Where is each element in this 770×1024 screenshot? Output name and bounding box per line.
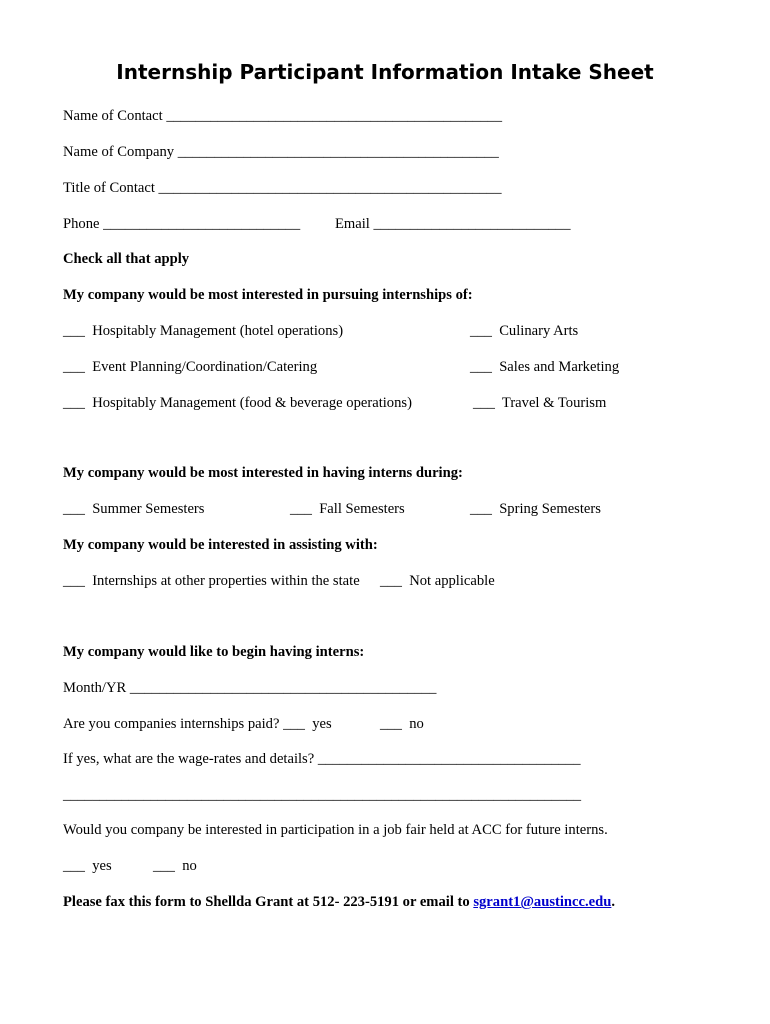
title-of-contact-field[interactable]: Title of Contact _______________________________________________	[63, 180, 502, 196]
name-of-contact-field[interactable]: Name of Contact ______________________________________________	[63, 108, 502, 124]
option-food-beverage[interactable]: ___ Hospitably Management (food & beverage operations)	[63, 395, 412, 411]
option-not-applicable[interactable]: ___ Not applicable	[380, 573, 495, 589]
option-sales-marketing[interactable]: ___ Sales and Marketing	[470, 359, 620, 375]
option-summer[interactable]: ___ Summer Semesters	[63, 501, 205, 517]
assisting-heading: My company would be interested in assisting with:	[63, 537, 378, 553]
paid-question[interactable]: Are you companies internships paid? ___ yes	[63, 716, 332, 732]
wage-rates-field[interactable]: If yes, what are the wage-rates and details? ____________________________________	[63, 751, 581, 767]
footer-text: Please fax this form to Shellda Grant at 512- 223-5191 or email to	[63, 894, 474, 910]
option-other-properties[interactable]: ___ Internships at other properties within the state	[63, 573, 360, 589]
name-of-company-field[interactable]: Name of Company ____________________________________________	[63, 144, 499, 160]
wage-details-line[interactable]: _______________________________________________________________________	[63, 787, 582, 803]
begin-heading: My company would like to begin having interns:	[63, 644, 365, 660]
interns-during-heading: My company would be most interested in having interns during:	[63, 465, 463, 481]
footer-period: .	[611, 894, 616, 910]
paid-no-option[interactable]: ___ no	[380, 716, 424, 732]
job-fair-question: Would you company be interested in participation in a job fair held at ACC for future interns.	[63, 822, 608, 838]
email-field[interactable]: Email ___________________________	[335, 216, 571, 232]
option-spring[interactable]: ___ Spring Semesters	[470, 501, 601, 517]
email-link[interactable]: sgrant1@austincc.edu	[473, 894, 612, 910]
phone-field[interactable]: Phone ___________________________	[63, 216, 301, 232]
pursue-heading: My company would be most interested in pursuing internships of:	[63, 287, 473, 303]
option-event-planning[interactable]: ___ Event Planning/Coordination/Catering	[63, 359, 318, 375]
option-travel-tourism[interactable]: ___ Travel & Tourism	[473, 395, 607, 411]
check-all-heading: Check all that apply	[63, 251, 190, 267]
option-culinary-arts[interactable]: ___ Culinary Arts	[470, 323, 579, 339]
footer-instructions	[63, 894, 615, 911]
option-fall[interactable]: ___ Fall Semesters	[290, 501, 405, 517]
month-yr-field[interactable]: Month/YR __________________________________________	[63, 680, 437, 696]
option-hotel-operations[interactable]: ___ Hospitably Management (hotel operations)	[63, 323, 344, 339]
page-title: Internship Participant Information Intake Sheet	[116, 60, 654, 84]
job-fair-yes-option[interactable]: ___ yes	[63, 858, 112, 874]
job-fair-no-option[interactable]: ___ no	[153, 858, 197, 874]
